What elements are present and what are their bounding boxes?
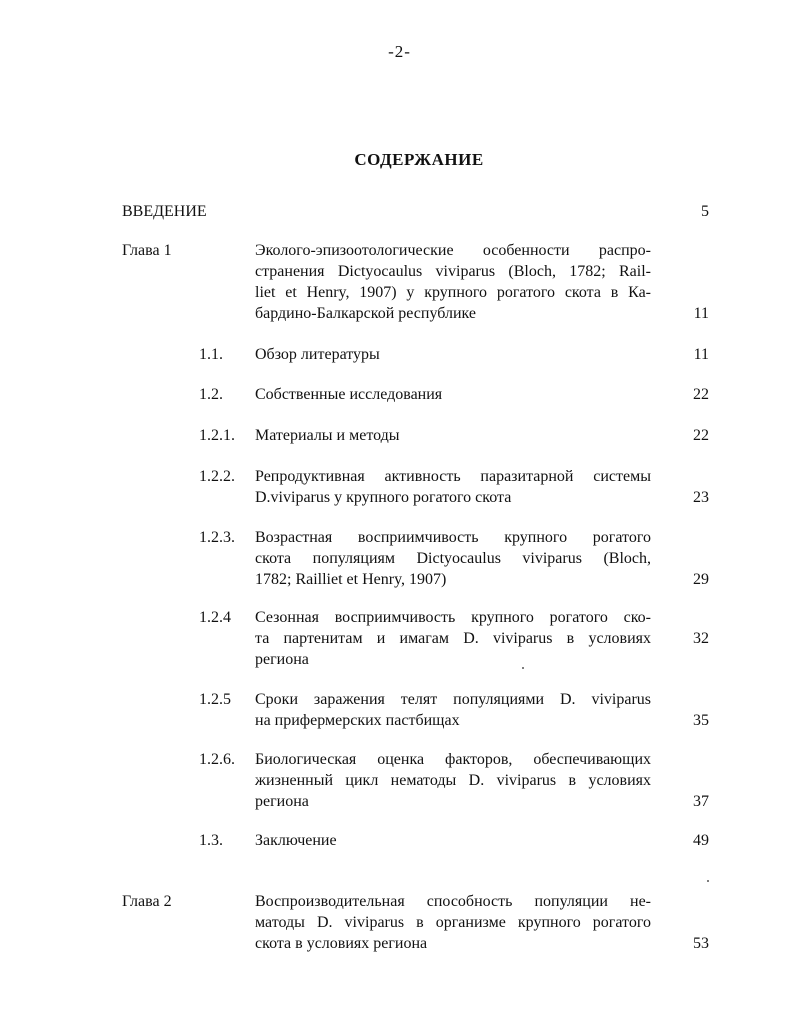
toc-entry-title-line: Сроки заражения телят популяциями D. viviparus — [255, 691, 651, 708]
scan-speck — [522, 667, 524, 669]
scan-speck — [707, 880, 709, 882]
toc-entry-label: ВВЕДЕНИЕ — [122, 203, 207, 220]
toc-entry-title-line: региона — [255, 651, 309, 668]
toc-entry-title-line: странения Dictyocaulus viviparus (Bloch, 1782; Rail- — [255, 263, 651, 280]
toc-entry-page: 11 — [693, 346, 709, 363]
toc-entry-title — [255, 749, 651, 812]
toc-entry-title — [255, 830, 651, 851]
toc-title: СОДЕРЖАНИЕ — [354, 150, 484, 169]
toc-entry-page: 37 — [693, 793, 709, 810]
toc-entry-page: 32 — [693, 630, 709, 647]
toc-entry-label: 1.2.4 — [199, 609, 231, 626]
toc-entry-label: 1.2. — [199, 386, 223, 403]
toc-entry-label: 1.1. — [199, 346, 223, 363]
toc-entry-title-line: Собственные исследования — [255, 386, 443, 403]
toc-entry-page: 22 — [693, 386, 709, 403]
toc-entry-label: Глава 2 — [122, 893, 172, 910]
toc-entry-label: 1.2.3. — [199, 529, 235, 546]
toc-entry-page: 29 — [693, 571, 709, 588]
toc-entry-title-line: Обзор литературы — [255, 346, 380, 363]
toc-entry-page: 11 — [693, 305, 709, 322]
toc-entry-label: 1.2.1. — [199, 427, 235, 444]
toc-entry-label: Глава 1 — [122, 242, 172, 259]
toc-entry-title-line: liet et Henry, 1907) у крупного рогатого скота в Ка- — [255, 284, 651, 301]
toc-entry-page: 49 — [693, 832, 709, 849]
toc-entry-title-line: Заключение — [255, 832, 337, 849]
toc-entry-title — [255, 527, 651, 590]
toc-entry-title-line: Репродуктивная активность паразитарной системы — [255, 468, 651, 485]
toc-entry-title — [255, 240, 651, 324]
toc-entry-title — [255, 466, 651, 508]
toc-entry-page: 23 — [693, 489, 709, 506]
toc-entry-title-line: на прифермерских пастбищах — [255, 712, 460, 729]
toc-entry-page: 22 — [693, 427, 709, 444]
toc-entry-title-line: Возрастная восприимчивость крупного рогатого — [255, 529, 651, 546]
toc-entry-title — [255, 689, 651, 731]
toc-entry-label: 1.2.6. — [199, 751, 235, 768]
toc-entry-title-line: бардино-Балкарской республике — [255, 305, 477, 322]
toc-entry-title-line: жизненный цикл нематоды D. viviparus в условиях — [255, 772, 651, 789]
toc-entry-title-line: 1782; Railliet et Henry, 1907) — [255, 571, 447, 588]
toc-entry-title-line: D.viviparus у крупного рогатого скота — [255, 489, 512, 506]
toc-entry-title-line: Эколого-эпизоотологические особенности распро- — [255, 242, 651, 259]
toc-entry-title — [255, 344, 651, 365]
toc-entry-title — [255, 384, 651, 405]
toc-entry-title — [255, 607, 651, 670]
toc-entry-title-line: та партенитам и имагам D. viviparus в условиях — [255, 630, 651, 647]
toc-entry-title-line: Сезонная восприимчивость крупного рогатого ско- — [255, 609, 651, 626]
toc-entry-page: 5 — [701, 203, 709, 220]
toc-entry-page: 53 — [693, 935, 709, 952]
toc-entry-title-line: региона — [255, 793, 309, 810]
toc-entry-title-line: скота популяциям Dictyocaulus viviparus (Bloch, — [255, 550, 651, 567]
toc-entry-title-line: матоды D. viviparus в организме крупного рогатого — [255, 914, 651, 931]
toc-entry-title — [255, 891, 651, 954]
toc-entry-page: 35 — [693, 712, 709, 729]
toc-entry-title — [255, 425, 651, 446]
toc-entry-label: 1.2.5 — [199, 691, 231, 708]
toc-entry-label: 1.2.2. — [199, 468, 235, 485]
toc-entry-title-line: Биологическая оценка факторов, обеспечивающих — [255, 751, 651, 768]
toc-entry-title-line: Воспроизводительная способность популяции не- — [255, 893, 651, 910]
page-number: -2- — [388, 42, 411, 61]
toc-entry-label: 1.3. — [199, 832, 223, 849]
toc-entry-title-line: скота в условиях региона — [255, 935, 428, 952]
toc-entry-title-line: Материалы и методы — [255, 427, 400, 444]
